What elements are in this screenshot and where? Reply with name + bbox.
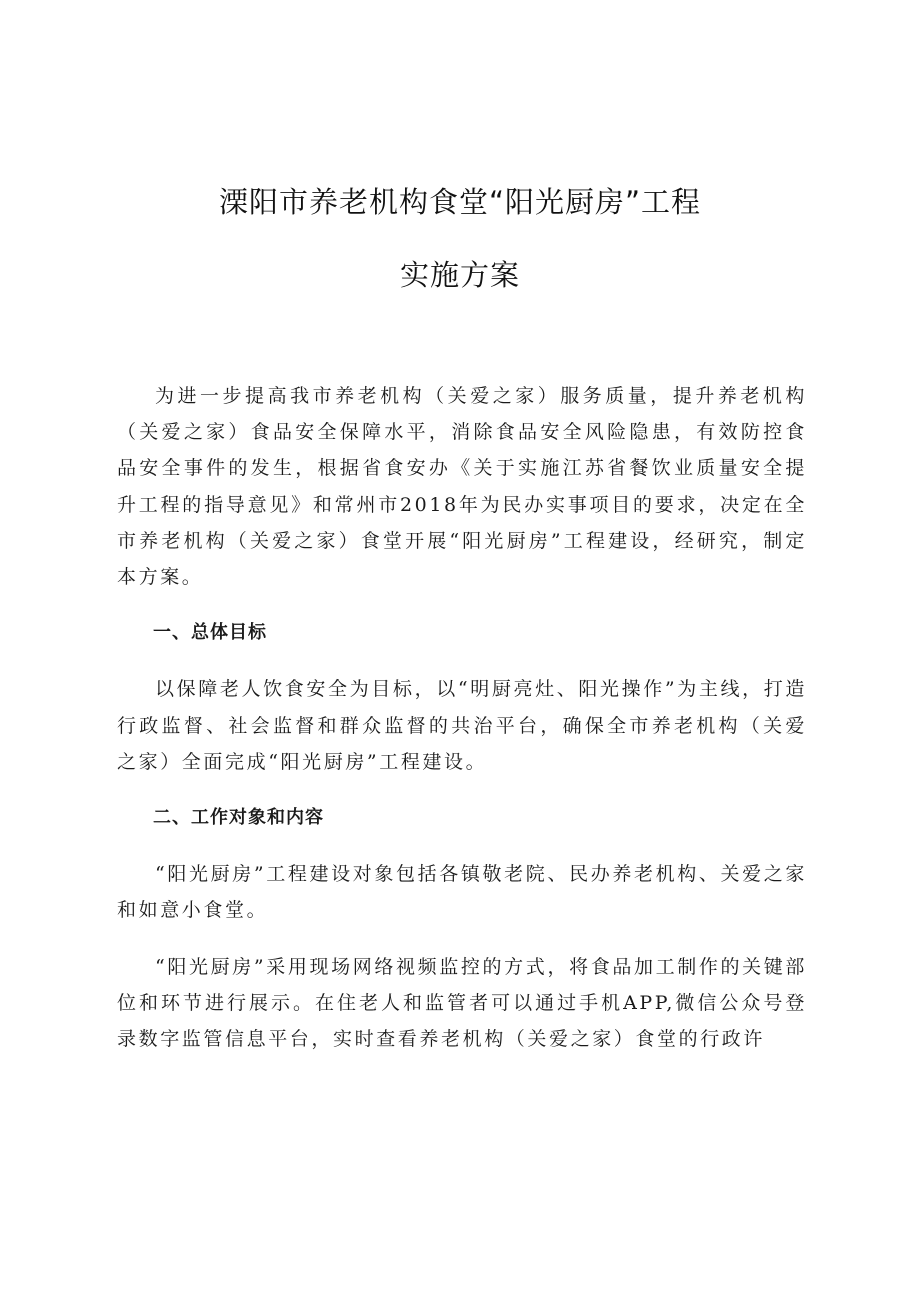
document-title-line-1: 溧阳市养老机构食堂“阳光厨房”工程 [218,185,702,219]
work-targets-paragraph-2: “阳光厨房”采用现场网络视频监控的方式，将食品加工制作的关键部位和环节进行展示。在住老人和监管者可以通过手机APP,微信公众号登录数字监管信息平台，实时查看养老机构（关爱之家）食堂的行政许 [117,955,807,1051]
section-heading-overall-goal: 一、总体目标 [153,622,267,644]
intro-paragraph: 为进一步提高我市养老机构（关爱之家）服务质量，提升养老机构（关爱之家）食品安全保障水平，消除食品安全风险隐患，有效防控食品安全事件的发生，根据省食安办《关于实施江苏省餐饮业质量安全提升工程的指导意见》和常州市2018年为民办实事项目的要求，决定在全市养老机构（关爱之家）食堂开展“阳光厨房”工程建设，经研究，制定本方案。 [117,385,807,589]
section-heading-work-targets: 二、工作对象和内容 [153,807,324,829]
overall-goal-paragraph: 以保障老人饮食安全为目标，以“明厨亮灶、阳光操作”为主线，打造行政监督、社会监督和群众监督的共治平台，确保全市养老机构（关爱之家）全面完成“阳光厨房”工程建设。 [117,678,807,773]
document-title-line-2: 实施方案 [399,258,520,292]
work-targets-paragraph-1: “阳光厨房”工程建设对象包括各镇敬老院、民办养老机构、关爱之家和如意小食堂。 [117,863,807,922]
document-body [117,378,807,1057]
